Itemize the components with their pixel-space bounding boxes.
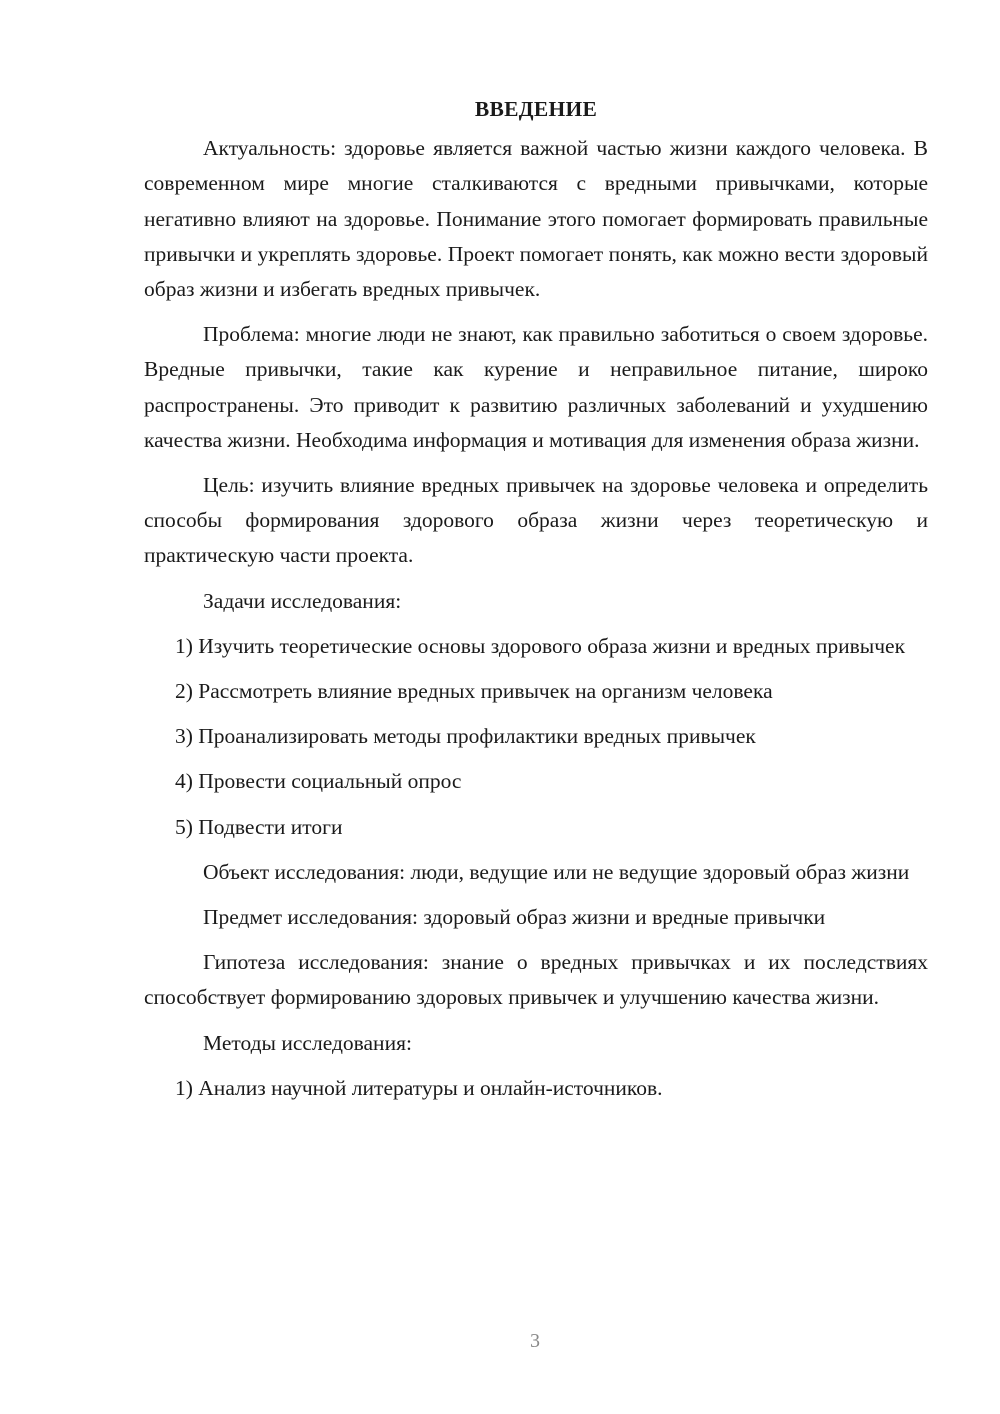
task-item: 2) Рассмотреть влияние вредных привычек на организм человека [175, 679, 773, 704]
methods-heading: Методы исследования: [203, 1030, 412, 1055]
page-number: 3 [530, 1330, 540, 1352]
paragraph-goal: Цель: изучить влияние вредных привычек на здоровье человека и определить способы формирования здорового образа жизни через теоретическую и практическую части проекта. [144, 473, 928, 568]
task-item: 5) Подвести итоги [175, 814, 343, 839]
tasks-heading: Задачи исследования: [203, 588, 402, 613]
paragraph-subject: Предмет исследования: здоровый образ жизни и вредные привычки [203, 905, 826, 930]
section-title: ВВЕДЕНИЕ [474, 97, 598, 121]
document-page [144, 92, 928, 1116]
task-item: 4) Провести социальный опрос [175, 769, 462, 794]
paragraph-object: Объект исследования: люди, ведущие или не ведущие здоровый образ жизни [203, 859, 910, 884]
method-item: 1) Анализ научной литературы и онлайн-источников. [175, 1075, 663, 1100]
paragraph-problem: Проблема: многие люди не знают, как правильно заботиться о своем здоровье. Вредные привычки, такие как курение и неправильное питание, широко распространены. Это приводит к развитию различных заболеваний и ухудшению качества жизни. Необходима информация и мотивация для изменения образа жизни. [144, 322, 928, 452]
paragraph-relevance: Актуальность: здоровье является важной частью жизни каждого человека. В современном мире многие сталкиваются с вредными привычками, которые негативно влияют на здоровье. Понимание этого помогает формировать правильные привычки и укреплять здоровье. Проект помогает понять, как можно вести здоровый образ жизни и избегать вредных привычек. [144, 136, 928, 302]
task-item: 3) Проанализировать методы профилактики вредных привычек [175, 724, 756, 749]
paragraph-hypothesis: Гипотеза исследования: знание о вредных привычках и их последствиях способствует формированию здоровых привычек и улучшению качества жизни. [144, 950, 928, 1010]
task-item: 1) Изучить теоретические основы здорового образа жизни и вредных привычек [175, 633, 906, 658]
